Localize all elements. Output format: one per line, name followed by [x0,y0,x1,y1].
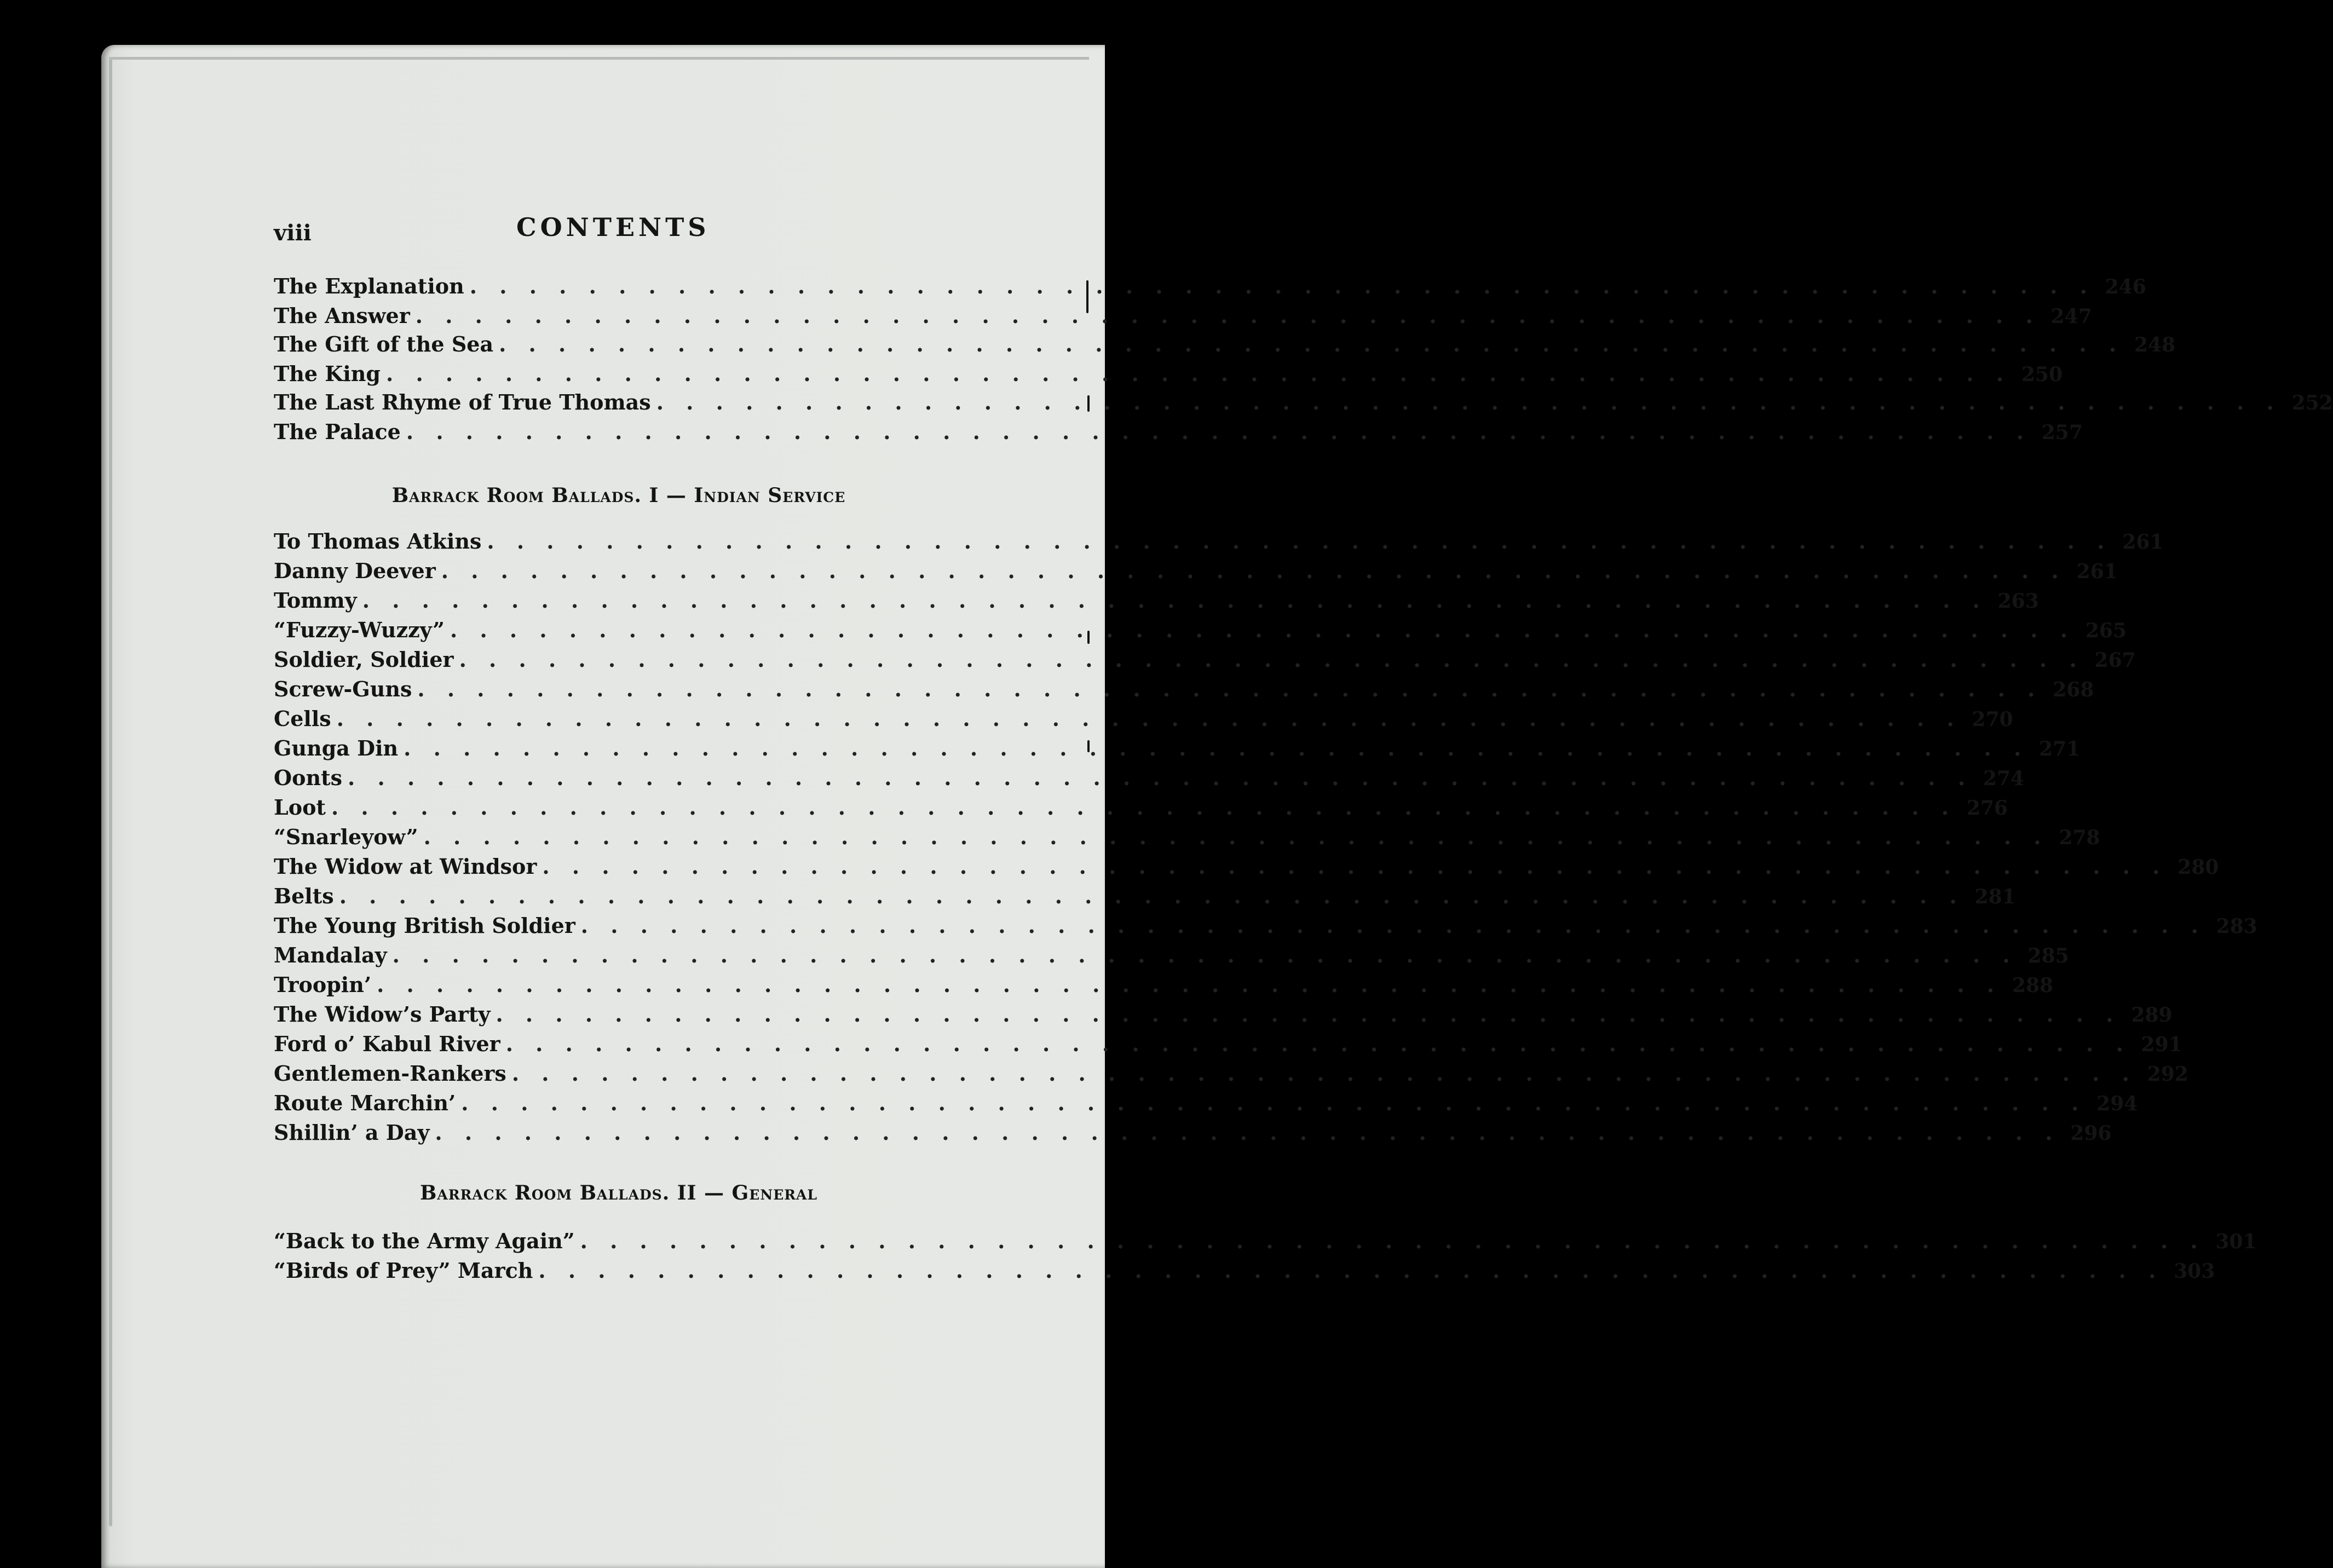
dot-leader: . . . . . . . . . . . . . . . . . . . . . . . . . . . . . . . . . . . . . . . . . . . . . . . . . . . . . . . [538,1258,2164,1283]
dot-leader: . . . . . . . . . . . . . . . . . . . . . . . . . . . . . . . . . . . . . . . . . . . . . . . . . . . . . . . [404,736,2029,760]
toc-entry-title: The King [274,361,381,386]
toc-entry-title: Oonts [274,765,343,790]
toc-entry-title: The Explanation [274,274,464,298]
toc-entry-page: 274 [1983,767,2025,790]
toc-entry[interactable] [274,795,2008,825]
dot-leader: . . . . . . . . . . . . . . . . . . . . . . . . . . . . . . . . . . . . . . . . . . . . . . . . . . . . . . . [362,588,1988,613]
toc-entry[interactable] [274,943,2069,972]
toc-entry-title: Gentlemen-Rankers [274,1061,506,1086]
toc-entry-page: 271 [2039,737,2081,760]
dot-leader: . . . . . . . . . . . . . . . . . . . . . . . . . . . . . . . . . . . . . . . . . . . . . . . . . . . . . . . [469,274,2095,298]
toc-entry-title: Shillin’ a Day [274,1120,430,1145]
toc-entry-title: “Back to the Army Again” [274,1229,575,1253]
toc-entry-title: Troopin’ [274,972,372,997]
toc-entry-page: 296 [2070,1122,2112,1145]
dot-leader: . . . . . . . . . . . . . . . . . . . . . . . . . . . . . . . . . . . . . . . . . . . . . . . . . . . . . . . [331,795,1956,820]
toc-entry-title: The Gift of the Sea [274,332,494,356]
toc-entry[interactable] [274,736,2081,765]
toc-entry[interactable] [274,1091,2138,1120]
toc-entry[interactable] [274,825,2100,854]
toc-entry[interactable] [274,558,2118,588]
toc-entry-page: 257 [2041,421,2083,444]
toc-entry-page: 291 [2141,1033,2182,1056]
toc-entry-title: Ford o’ Kabul River [274,1031,500,1056]
toc-entry-page: 283 [2216,915,2257,938]
toc-entry-title: The Young British Soldier [274,913,575,938]
toc-entry-page: 246 [2105,275,2146,298]
page-top-edge [109,57,1089,60]
page-header [274,212,964,251]
toc-entry-page: 250 [2021,363,2063,386]
toc-entry[interactable] [274,1120,2112,1150]
toc-entry[interactable] [274,419,2083,449]
dot-leader: . . . . . . . . . . . . . . . . . . . . . . . . . . . . . . . . . . . . . . . . . . . . . . . . . . . . . . . [336,706,1962,731]
dot-leader: . . . . . . . . . . . . . . . . . . . . . . . . . . . . . . . . . . . . . . . . . . . . . . . . . . . . . . . [656,390,2282,414]
toc-entry-page: 292 [2147,1063,2188,1086]
page-title: CONTENTS [516,212,710,242]
dot-leader: . . . . . . . . . . . . . . . . . . . . . . . . . . . . . . . . . . . . . . . . . . . . . . . . . . . . . . . [415,303,2041,328]
toc-entry-page: 265 [2085,619,2127,642]
dot-leader: . . . . . . . . . . . . . . . . . . . . . . . . . . . . . . . . . . . . . . . . . . . . . . . . . . . . . . . [406,419,2031,444]
toc-entry-title: Loot [274,795,326,820]
toc-entry[interactable] [274,1061,2188,1091]
toc-entry-page: 261 [2076,560,2118,583]
toc-entry-page: 280 [2178,856,2219,879]
dot-leader: . . . . . . . . . . . . . . . . . . . . . . . . . . . . . . . . . . . . . . . . . . . . . . . . . . . . . . . [423,825,2049,849]
toc-entry-page: 263 [1997,590,2039,613]
dot-leader: . . . . . . . . . . . . . . . . . . . . . . . . . . . . . . . . . . . . . . . . . . . . . . . . . . . . . . . [505,1031,2131,1056]
toc-entry-page: 301 [2215,1230,2257,1253]
toc-entry[interactable] [274,1229,2257,1258]
toc-entry-page: 270 [1972,708,2013,731]
dot-leader: . . . . . . . . . . . . . . . . . . . . . . . . . . . . . . . . . . . . . . . . . . . . . . . . . . . . . . . [542,854,2168,879]
toc-entry-title: The Widow at Windsor [274,854,537,879]
dot-leader: . . . . . . . . . . . . . . . . . . . . . . . . . . . . . . . . . . . . . . . . . . . . . . . . . . . . . . . [450,618,2075,642]
section-heading: Barrack Room Ballads. I — Indian Service [391,484,846,507]
toc-entry[interactable] [274,303,2092,333]
toc-entry-page: 252 [2291,391,2333,414]
toc-entry[interactable] [274,361,2063,391]
toc-entry[interactable] [274,854,2219,884]
dot-leader: . . . . . . . . . . . . . . . . . . . . . . . . . . . . . . . . . . . . . . . . . . . . . . . . . . . . . . . [441,558,2066,583]
toc-entry-title: Soldier, Soldier [274,647,454,672]
toc-entry[interactable] [274,588,2039,618]
toc-entry-page: 289 [2131,1004,2173,1027]
toc-entry-title: Tommy [274,588,357,613]
dot-leader: . . . . . . . . . . . . . . . . . . . . . . . . . . . . . . . . . . . . . . . . . . . . . . . . . . . . . . . [417,677,2043,701]
toc-entry-title: Cells [274,706,331,731]
toc-entry-title: Danny Deever [274,558,436,583]
toc-entry-page: 268 [2053,678,2094,701]
toc-entry[interactable] [274,274,2146,303]
toc-entry-page: 285 [2027,944,2069,967]
toc-entry[interactable] [274,1258,2215,1288]
toc-entry-title: Mandalay [274,943,387,967]
toc-entry[interactable] [274,647,2136,677]
toc-entry-title: “Fuzzy-Wuzzy” [274,618,445,642]
toc-entry-title: Route Marchin’ [274,1091,456,1115]
toc-entry-page: 278 [2059,826,2100,849]
toc-entry-page: 261 [2122,531,2164,554]
dot-leader: . . . . . . . . . . . . . . . . . . . . . . . . . . . . . . . . . . . . . . . . . . . . . . . . . . . . . . . [511,1061,2137,1086]
toc-entry-title: Screw-Guns [274,677,412,701]
toc-entry[interactable] [274,1002,2173,1031]
toc-entry-title: The Palace [274,419,401,444]
toc-entry-title: “Snarleyow” [274,825,418,849]
toc-entry[interactable] [274,765,2025,795]
toc-entry-page: 281 [1974,885,2016,908]
toc-entry-page: 276 [1966,797,2008,820]
page-binding-edge [109,59,112,1526]
toc-entry-title: Belts [274,884,334,908]
toc-entry-title: The Last Rhyme of True Thomas [274,390,651,414]
toc-entry[interactable] [274,677,2094,706]
toc-entry-page: 248 [2134,333,2176,356]
toc-entry[interactable] [274,390,2333,419]
dot-leader: . . . . . . . . . . . . . . . . . . . . . . . . . . . . . . . . . . . . . . . . . . . . . . . . . . . . . . . [459,647,2084,672]
dot-leader: . . . . . . . . . . . . . . . . . . . . . . . . . . . . . . . . . . . . . . . . . . . . . . . . . . . . . . . [487,529,2112,554]
dot-leader: . . . . . . . . . . . . . . . . . . . . . . . . . . . . . . . . . . . . . . . . . . . . . . . . . . . . . . . [377,972,2002,997]
section-heading: Barrack Room Ballads. II — General [420,1181,817,1204]
toc-entry-page: 247 [2050,305,2092,328]
toc-entry-title: “Birds of Prey” March [274,1258,533,1283]
toc-entry[interactable] [274,529,2164,558]
toc-entry[interactable] [274,972,2054,1002]
toc-entry[interactable] [274,706,2013,736]
dot-leader: . . . . . . . . . . . . . . . . . . . . . . . . . . . . . . . . . . . . . . . . . . . . . . . . . . . . . . . [496,1002,2121,1027]
dot-leader: . . . . . . . . . . . . . . . . . . . . . . . . . . . . . . . . . . . . . . . . . . . . . . . . . . . . . . . [392,943,2018,967]
page-number: viii [274,220,312,246]
dot-leader: . . . . . . . . . . . . . . . . . . . . . . . . . . . . . . . . . . . . . . . . . . . . . . . . . . . . . . . [385,361,2011,386]
toc-entry-title: The Widow’s Party [274,1002,491,1027]
dot-leader: . . . . . . . . . . . . . . . . . . . . . . . . . . . . . . . . . . . . . . . . . . . . . . . . . . . . . . . [461,1091,2087,1115]
dot-leader: . . . . . . . . . . . . . . . . . . . . . . . . . . . . . . . . . . . . . . . . . . . . . . . . . . . . . . . [580,1229,2205,1253]
toc-entry-page: 303 [2174,1260,2215,1283]
toc-entry-title: To Thomas Atkins [274,529,482,554]
toc-entry-page: 267 [2094,649,2136,672]
dot-leader: . . . . . . . . . . . . . . . . . . . . . . . . . . . . . . . . . . . . . . . . . . . . . . . . . . . . . . . [580,913,2206,938]
toc-entry[interactable] [274,884,2016,913]
toc-entry[interactable] [274,1031,2182,1061]
dot-leader: . . . . . . . . . . . . . . . . . . . . . . . . . . . . . . . . . . . . . . . . . . . . . . . . . . . . . . . [339,884,1965,908]
toc-entry-page: 294 [2096,1092,2138,1115]
toc-entry[interactable] [274,332,2176,361]
dot-leader: . . . . . . . . . . . . . . . . . . . . . . . . . . . . . . . . . . . . . . . . . . . . . . . . . . . . . . . [348,765,1973,790]
toc-entry-title: Gunga Din [274,736,399,760]
toc-entry[interactable] [274,913,2257,943]
toc-entry-page: 288 [2012,974,2054,997]
toc-entry-title: The Answer [274,303,410,328]
toc-entry[interactable] [274,618,2127,647]
dot-leader: . . . . . . . . . . . . . . . . . . . . . . . . . . . . . . . . . . . . . . . . . . . . . . . . . . . . . . . [499,332,2124,356]
dot-leader: . . . . . . . . . . . . . . . . . . . . . . . . . . . . . . . . . . . . . . . . . . . . . . . . . . . . . . . [435,1120,2060,1145]
